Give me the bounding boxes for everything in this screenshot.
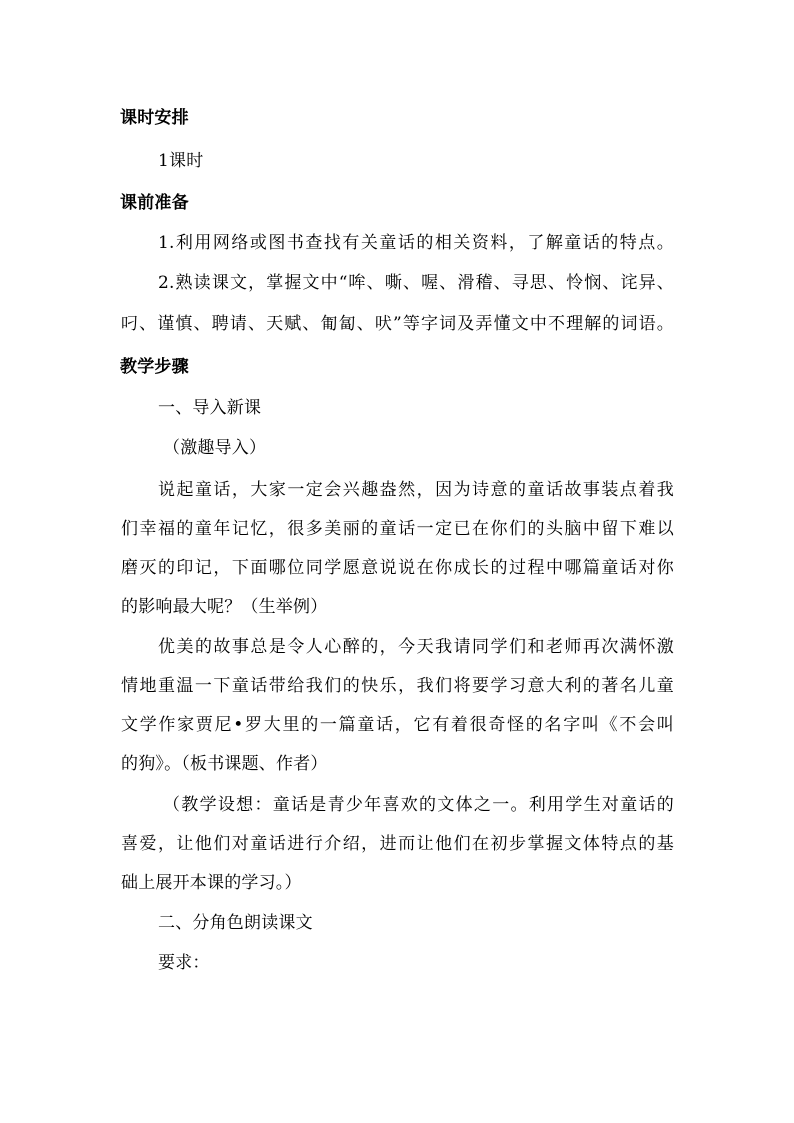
heading-prep: 课前准备: [120, 193, 189, 213]
paragraph-1-line-2: 们幸福的童年记忆，很多美丽的童话一定已在你们的头脑中留下难以: [121, 519, 674, 539]
paragraph-2-line-2: 情地重温一下童话带给我们的快乐，我们将要学习意大利的著名儿童: [121, 676, 674, 696]
paragraph-1-line-4: 的影响最大呢？（生举例）: [121, 597, 328, 617]
heading-schedule: 课时安排: [120, 108, 189, 128]
step-1-note: （激趣导入）: [163, 438, 267, 458]
prep-item-2-line-2: 叼、谨慎、聘请、天赋、匍匐、吠”等字词及弄懂文中不理解的词语。: [121, 314, 674, 334]
design-note-line-2: 喜爱，让他们对童话进行介绍，进而让他们在初步掌握文体特点的基: [121, 834, 674, 854]
requirements-label: 要求：: [158, 953, 210, 973]
design-note-line-3: 础上展开本课的学习。）: [121, 873, 302, 893]
design-note-line-1: （教学设想：童话是青少年喜欢的文体之一。利用学生对童话的: [163, 795, 674, 815]
heading-steps: 教学步骤: [120, 357, 189, 377]
paragraph-1-line-3: 磨灭的印记，下面哪位同学愿意说说在你成长的过程中哪篇童话对你: [121, 558, 674, 578]
step-1-title: 一、导入新课: [158, 398, 262, 418]
prep-item-1: 1.利用网络或图书查找有关童话的相关资料，了解童话的特点。: [158, 233, 674, 253]
paragraph-1-line-1: 说起童话，大家一定会兴趣盎然，因为诗意的童话故事装点着我: [158, 480, 674, 500]
paragraph-2-line-3: 文学作家贾尼•罗大里的一篇童话，它有着很奇怪的名字叫《不会叫: [121, 715, 674, 735]
paragraph-2-line-1: 优美的故事总是令人心醉的，今天我请同学们和老师再次满怀激: [158, 637, 674, 657]
paragraph-2-line-4: 的狗》。（板书课题、作者）: [121, 754, 328, 774]
step-2-title: 二、分角色朗读课文: [158, 913, 313, 933]
prep-item-2-line-1: 2.熟读课文，掌握文中“哞、嘶、喔、滑稽、寻思、怜悯、诧异、: [158, 273, 674, 293]
schedule-text: 1课时: [158, 151, 204, 171]
